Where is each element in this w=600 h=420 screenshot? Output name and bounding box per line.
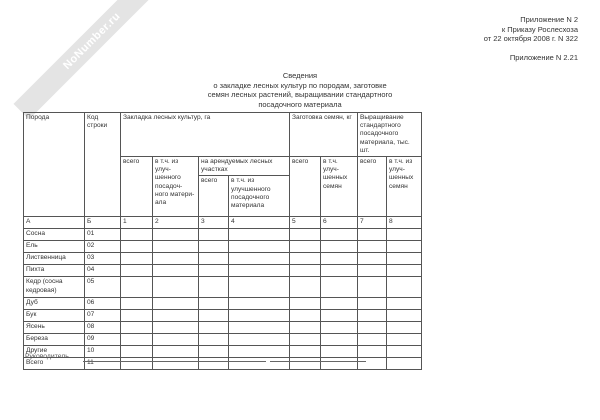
value-cell-2[interactable] [153, 310, 199, 322]
table-row [24, 253, 422, 265]
value-cell-3[interactable] [199, 298, 229, 310]
value-cell-2[interactable] [153, 277, 199, 298]
header-leased-total: всего [199, 176, 229, 217]
value-cell-4[interactable] [229, 241, 290, 253]
value-cell-7[interactable] [358, 346, 387, 358]
value-cell-7[interactable] [358, 358, 387, 370]
header-growing-total: всего [358, 157, 387, 217]
column-number-row [24, 217, 422, 229]
value-cell-7[interactable] [358, 322, 387, 334]
appendix-number: Приложение N 2.21 [509, 53, 578, 62]
value-cell-3[interactable] [199, 277, 229, 298]
table-row [24, 346, 422, 358]
breed-cell: Бук [24, 310, 85, 322]
header-line-date: от 22 октября 2008 г. N 322 [483, 34, 578, 43]
breed-cell: Другие [24, 346, 85, 358]
value-cell-8[interactable] [387, 229, 422, 241]
data-rows [24, 229, 422, 370]
value-cell-1[interactable] [121, 277, 153, 298]
title-line-1: Сведения [282, 71, 318, 80]
code-cell: 09 [85, 334, 121, 346]
col-num: 1 [121, 217, 153, 229]
value-cell-4[interactable] [229, 253, 290, 265]
value-cell-2[interactable] [153, 253, 199, 265]
value-cell-7[interactable] [358, 253, 387, 265]
watermark: NoNumber.ru [14, 0, 171, 119]
value-cell-5[interactable] [290, 346, 321, 358]
code-cell: 06 [85, 298, 121, 310]
value-cell-4[interactable] [229, 229, 290, 241]
header-line-appendix: Приложение N 2 [520, 15, 578, 24]
code-cell: 11 [85, 358, 121, 370]
code-cell: 03 [85, 253, 121, 265]
breed-cell: Кедр (сосна кедровая) [24, 277, 85, 298]
header-leased: на арендуемых лесных участках [199, 157, 290, 176]
value-cell-3[interactable] [199, 229, 229, 241]
value-cell-6[interactable] [321, 322, 358, 334]
value-cell-5[interactable] [290, 241, 321, 253]
code-cell: 04 [85, 265, 121, 277]
value-cell-5[interactable] [290, 229, 321, 241]
value-cell-6[interactable] [321, 334, 358, 346]
header-line-order: к Приказу Рослесхоза [501, 24, 578, 34]
table-row [24, 310, 422, 322]
value-cell-4[interactable] [229, 346, 290, 358]
value-cell-3[interactable] [199, 265, 229, 277]
col-num: 4 [229, 217, 290, 229]
table-row [24, 229, 422, 241]
value-cell-2[interactable] [153, 346, 199, 358]
value-cell-1[interactable] [121, 253, 153, 265]
table-row [24, 322, 422, 334]
breed-cell: Лиственница [24, 253, 85, 265]
header-planting: Закладка лесных культур, га [121, 113, 290, 157]
header-seeds-total: всего [290, 157, 321, 217]
table-row [24, 334, 422, 346]
value-cell-4[interactable] [229, 277, 290, 298]
value-cell-8[interactable] [387, 298, 422, 310]
value-cell-1[interactable] [121, 310, 153, 322]
breed-cell: Всего [24, 358, 85, 370]
value-cell-3[interactable] [199, 346, 229, 358]
value-cell-4[interactable] [229, 322, 290, 334]
value-cell-2[interactable] [153, 265, 199, 277]
col-num: 5 [290, 217, 321, 229]
code-cell: 10 [85, 346, 121, 358]
value-cell-2[interactable] [153, 241, 199, 253]
value-cell-3[interactable] [199, 358, 229, 370]
table-row [24, 298, 422, 310]
col-num: 7 [358, 217, 387, 229]
signature-line[interactable] [83, 361, 266, 362]
value-cell-7[interactable] [358, 310, 387, 322]
value-cell-4[interactable] [229, 334, 290, 346]
document-title [180, 71, 420, 109]
value-cell-8[interactable] [387, 253, 422, 265]
value-cell-1[interactable] [121, 265, 153, 277]
report-table [23, 112, 422, 370]
code-cell: 02 [85, 241, 121, 253]
signatory-label: Руководитель [25, 353, 69, 360]
value-cell-3[interactable] [199, 334, 229, 346]
value-cell-4[interactable] [229, 310, 290, 322]
header-leased-improved: в т.ч. из улучшенного посадочного материала [229, 176, 290, 217]
value-cell-2[interactable] [153, 229, 199, 241]
value-cell-4[interactable] [229, 265, 290, 277]
value-cell-8[interactable] [387, 241, 422, 253]
header-growing: Выращивание стандартного посадочного материала, тыс. шт. [358, 113, 422, 157]
value-cell-6[interactable] [321, 241, 358, 253]
breed-cell: Ясень [24, 322, 85, 334]
value-cell-7[interactable] [358, 229, 387, 241]
title-line-2: о закладке лесных культур по породам, заготовке [213, 80, 387, 90]
breed-cell: Береза [24, 334, 85, 346]
col-num: Б [85, 217, 121, 229]
header-breed: Порода [24, 113, 85, 217]
breed-cell: Пихта [24, 265, 85, 277]
value-cell-5[interactable] [290, 277, 321, 298]
value-cell-6[interactable] [321, 265, 358, 277]
col-num: 6 [321, 217, 358, 229]
value-cell-7[interactable] [358, 298, 387, 310]
value-cell-8[interactable] [387, 334, 422, 346]
value-cell-8[interactable] [387, 346, 422, 358]
value-cell-1[interactable] [121, 298, 153, 310]
value-cell-7[interactable] [358, 265, 387, 277]
table-row [24, 241, 422, 253]
value-cell-1[interactable] [121, 229, 153, 241]
value-cell-8[interactable] [387, 358, 422, 370]
value-cell-2[interactable] [153, 298, 199, 310]
value-cell-6[interactable] [321, 253, 358, 265]
table-row [24, 265, 422, 277]
value-cell-4[interactable] [229, 298, 290, 310]
value-cell-5[interactable] [290, 298, 321, 310]
value-cell-5[interactable] [290, 358, 321, 370]
header-growing-improved: в т.ч. из улуч- шенных семян [387, 157, 422, 217]
header-planting-total: всего [121, 157, 153, 217]
value-cell-8[interactable] [387, 277, 422, 298]
value-cell-5[interactable] [290, 265, 321, 277]
value-cell-6[interactable] [321, 277, 358, 298]
value-cell-4[interactable] [229, 358, 290, 370]
col-num: 3 [199, 217, 229, 229]
value-cell-6[interactable] [321, 298, 358, 310]
value-cell-2[interactable] [153, 358, 199, 370]
col-num: А [24, 217, 85, 229]
value-cell-6[interactable] [321, 229, 358, 241]
value-cell-2[interactable] [153, 322, 199, 334]
code-cell: 01 [85, 229, 121, 241]
value-cell-3[interactable] [199, 241, 229, 253]
code-cell: 07 [85, 310, 121, 322]
name-line[interactable] [270, 361, 366, 362]
value-cell-1[interactable] [121, 346, 153, 358]
value-cell-7[interactable] [358, 241, 387, 253]
value-cell-1[interactable] [121, 358, 153, 370]
value-cell-1[interactable] [121, 241, 153, 253]
value-cell-8[interactable] [387, 310, 422, 322]
breed-cell: Дуб [24, 298, 85, 310]
breed-cell: Сосна [24, 229, 85, 241]
value-cell-6[interactable] [321, 310, 358, 322]
table-row [24, 277, 422, 298]
col-num: 8 [387, 217, 422, 229]
value-cell-3[interactable] [199, 310, 229, 322]
value-cell-5[interactable] [290, 310, 321, 322]
header-code: Код строки [85, 113, 121, 217]
value-cell-2[interactable] [153, 334, 199, 346]
document-header [484, 15, 578, 44]
value-cell-1[interactable] [121, 334, 153, 346]
value-cell-7[interactable] [358, 277, 387, 298]
value-cell-6[interactable] [321, 358, 358, 370]
value-cell-6[interactable] [321, 346, 358, 358]
code-cell: 08 [85, 322, 121, 334]
col-num: 2 [153, 217, 199, 229]
header-planting-improved: в т.ч. из улуч- шенного посадоч- ного матери- ала [153, 157, 199, 217]
value-cell-1[interactable] [121, 322, 153, 334]
breed-cell: Ель [24, 241, 85, 253]
table-row [24, 358, 422, 370]
value-cell-3[interactable] [199, 322, 229, 334]
value-cell-7[interactable] [358, 334, 387, 346]
code-cell: 05 [85, 277, 121, 298]
value-cell-5[interactable] [290, 334, 321, 346]
value-cell-3[interactable] [199, 253, 229, 265]
header-seeds: Заготовка семян, кг [290, 113, 358, 157]
value-cell-5[interactable] [290, 253, 321, 265]
title-line-3: семян лесных растений, выращивании стандартного [207, 90, 393, 100]
title-line-4: посадочного материала [258, 99, 342, 109]
value-cell-5[interactable] [290, 322, 321, 334]
value-cell-8[interactable] [387, 322, 422, 334]
value-cell-8[interactable] [387, 265, 422, 277]
header-seeds-improved: в т.ч. улуч- шенных семян [321, 157, 358, 217]
